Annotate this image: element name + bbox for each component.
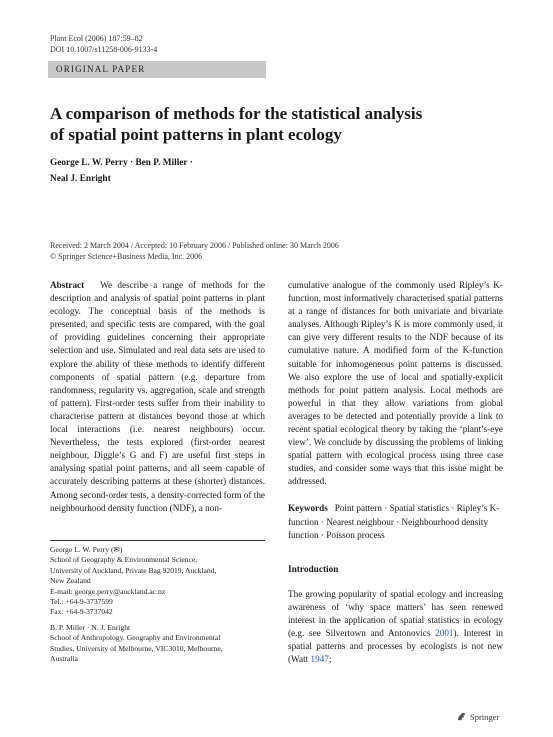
paper-title <box>50 103 490 145</box>
affiliation-email[interactable]: E-mail: george.perry@auckland.ac.nz <box>50 586 166 596</box>
keywords-text: Point pattern · Spatial statistics · Ripley’s K-function · Nearest neighbour · Neighbourhood density function · Poisson process <box>288 503 500 540</box>
abstract-left-column <box>50 279 265 515</box>
section-label-bar <box>48 61 266 78</box>
affiliation-name: B. P. Miller · N. J. Enright <box>50 623 131 632</box>
affiliation-line: University of Auckland, Private Bag 92019, Auckland, <box>50 565 217 575</box>
affiliation-line: School of Geography & Environmental Science, <box>50 555 198 565</box>
introduction-heading: Introduction <box>288 565 339 575</box>
abstract-right-column <box>288 279 503 489</box>
affiliation-fax: Fax: +64-9-3737042 <box>50 607 113 617</box>
affiliation-name: George L. W. Perry (✉) <box>50 545 123 554</box>
affiliation-line: Australia <box>50 654 78 664</box>
publisher-logo <box>456 711 499 722</box>
abstract-text-right: cumulative analogue of the commonly used Ripley’s K-function, most informatively characterised spatial patterns at a range of distances for both univariate and bivariate analyses. Although Ripley’s K is more commonly used, it can give very different results to the NDF because of its cumulative nature. A modified form of the K-function suitable for inhomogeneous point patterns is discussed. We also explore the use of local and spatially-explicit methods for point pattern analysis. Local methods are powerful in that they allow variations from global averages to be detected and potentially provide a link to recent spatial ecological theory by taking the ‘plant’s-eye view’. We conclude by discussing the problems of linking spatial pattern with ecological process using three case studies, and consider some ways that this issue might be addressed. <box>288 280 503 487</box>
introduction-text <box>288 588 503 667</box>
title-line-2: of spatial point patterns in plant ecology <box>50 125 342 144</box>
intro-text-part: ; <box>328 654 332 665</box>
citation-link[interactable]: 1947 <box>310 654 329 665</box>
citation-link[interactable]: 2001 <box>435 628 454 639</box>
affiliation-phone: Tel.: +64-9-3737599 <box>50 597 113 607</box>
intro-text-part: The growing popularity of spatial ecology and increasing awareness of ‘why space matters’ has seen renewed interest in the application of spatial statistics in ecology (e.g. see Silvertown and Antonovics <box>288 589 503 639</box>
keywords-block <box>288 502 503 543</box>
journal-citation: Plant Ecol (2006) 187:59–82 <box>50 34 143 43</box>
affiliation-miller-enright <box>50 623 265 665</box>
intro-text-part: ). Interest in spatial patterns and processes by ecologists is not new (Watt <box>288 628 503 665</box>
springer-horse-icon <box>456 711 467 722</box>
journal-doi: DOI 10.1007/s11258-006-9133-4 <box>50 45 158 54</box>
abstract-label: Abstract <box>50 280 85 290</box>
copyright-notice: © Springer Science+Business Media, Inc. 2006 <box>50 252 203 261</box>
section-label: ORIGINAL PAPER <box>56 64 146 74</box>
abstract-text-left: We describe a range of methods for the description and analysis of spatial point patterns in plant ecology. The conceptual basis of the methods is presented, and specific tests are compared, with the goal of providing guidelines concerning their appropriate selection and use. Simulated and real data sets are used to explore the ability of these methods to identify different components of spatial pattern (e.g. departure from randomness, regularity vs. aggregation, scale and strength of pattern). First-order tests suffer from their inability to characterise pattern at distances beyond those at which local interactions (i.e. nearest neighbours) occur. Nevertheless, the tests explored (first-order nearest neighbour, Diggle’s G and F) are useful first steps in analysing spatial point patterns, and all seem capable of accurately describing patterns at these (shorter) distances. Among second-order tests, a density-corrected form of the neighbourhood density function (NDF), a non- <box>50 280 265 513</box>
affiliation-line: New Zealand <box>50 576 91 586</box>
affiliation-line: Studies, University of Melbourne, VIC3010, Melbourne, <box>50 643 223 653</box>
title-line-1: A comparison of methods for the statistical analysis <box>50 104 423 123</box>
publication-history <box>50 240 510 262</box>
publisher-name: Springer <box>470 711 500 722</box>
author-list <box>50 155 350 187</box>
authors-line-2: Neal J. Enright <box>50 174 111 184</box>
authors-line-1: George L. W. Perry · Ben P. Miller · <box>50 158 193 168</box>
footnote-divider <box>50 540 265 541</box>
affiliation-perry <box>50 545 265 618</box>
journal-reference <box>50 33 157 55</box>
affiliation-line: School of Anthropology, Geography and Environmental <box>50 633 221 643</box>
received-dates: Received: 2 March 2004 / Accepted: 10 February 2006 / Published online: 30 March 2006 <box>50 241 339 250</box>
keywords-label: Keywords <box>288 503 328 513</box>
